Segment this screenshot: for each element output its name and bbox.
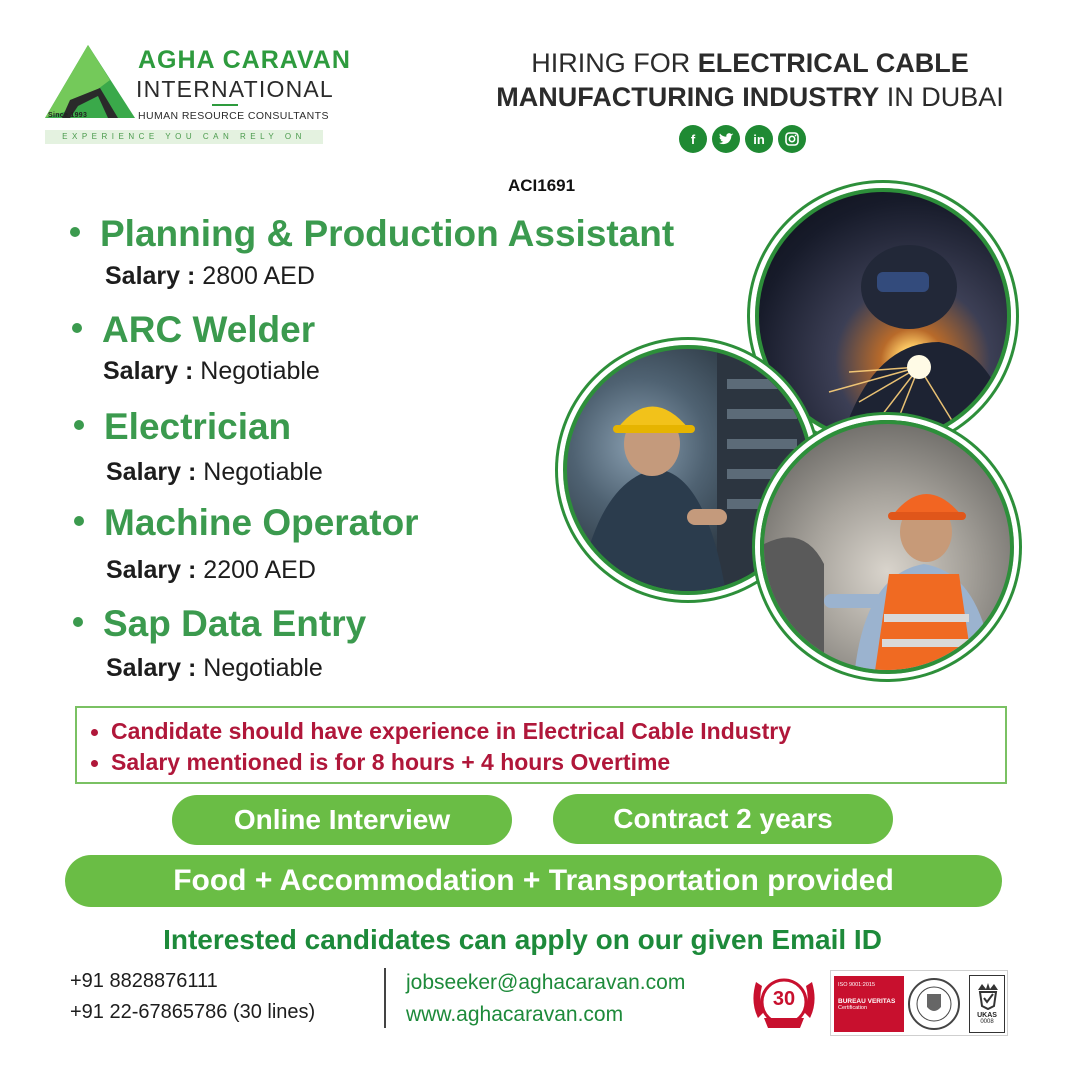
ukas-crown-icon [976, 980, 1000, 1010]
salary-label: Salary : [106, 556, 197, 584]
bureau-veritas-block [834, 976, 904, 1032]
salary-value: Negotiable [203, 458, 323, 486]
job-salary [105, 262, 315, 291]
bullet-icon [72, 323, 82, 333]
facebook-icon[interactable]: f [679, 125, 707, 153]
job-salary [103, 357, 320, 386]
logo-subname: INTERNATIONAL [136, 76, 334, 102]
salary-value: 2800 AED [202, 262, 315, 290]
salary-label: Salary : [106, 458, 197, 486]
job-title-machine-operator [74, 502, 419, 544]
job-salary [106, 458, 323, 487]
job-title-arc-welder [72, 309, 315, 351]
salary-value: Negotiable [203, 654, 323, 682]
iso-certification-badge [830, 970, 1008, 1036]
bullet-icon [74, 420, 84, 430]
social-links [679, 125, 806, 153]
ukas-label: UKAS [977, 1012, 997, 1019]
iso-code: ISO 9001:2015 [838, 982, 876, 988]
job-title-planning-assistant [70, 213, 674, 255]
iso-type: Certification [838, 1005, 868, 1011]
benefits-badge: Food + Accommodation + Transportation provided [65, 855, 1002, 907]
anniversary-badge [750, 972, 818, 1034]
job-title-text: Machine Operator [104, 502, 419, 543]
anniversary-number: 30 [772, 988, 796, 1010]
apply-call-to-action: Interested candidates can apply on our given Email ID [163, 924, 882, 955]
logo-divider [212, 104, 238, 106]
job-salary [106, 654, 323, 683]
logo-division: HUMAN RESOURCE CONSULTANTS [138, 110, 329, 122]
hiring-industry-1: ELECTRICAL CABLE [697, 48, 969, 78]
logo-triangle-icon [40, 40, 140, 140]
ukas-number: 0008 [980, 1019, 994, 1025]
company-logo [40, 40, 351, 150]
hiring-location: IN DUBAI [879, 82, 1004, 112]
website-link[interactable]: www.aghacaravan.com [406, 1003, 624, 1026]
twitter-icon[interactable] [712, 125, 740, 153]
job-salary [106, 556, 316, 585]
bullet-icon [70, 227, 80, 237]
hiring-prefix: HIRING FOR [531, 48, 698, 78]
job-title-text: ARC Welder [102, 309, 316, 350]
online-interview-badge: Online Interview [172, 795, 512, 845]
ukas-badge [969, 975, 1005, 1033]
instagram-icon[interactable] [778, 125, 806, 153]
phone-number-1[interactable]: +91 8828876111 [70, 970, 218, 992]
note-experience: Candidate should have experience in Electrical Cable Industry [111, 716, 1005, 747]
salary-label: Salary : [103, 357, 194, 385]
note-overtime: Salary mentioned is for 8 hours + 4 hours Overtime [111, 747, 1005, 778]
hiring-headline [440, 46, 1060, 114]
salary-value: 2200 AED [203, 556, 316, 584]
job-title-sap-data-entry [73, 603, 366, 645]
bullet-icon [73, 617, 83, 627]
hiring-industry-2: MANUFACTURING INDUSTRY [496, 82, 880, 112]
job-title-electrician [74, 406, 291, 448]
bureau-veritas-seal-icon [907, 977, 961, 1031]
email-link[interactable]: jobseeker@aghacaravan.com [406, 971, 686, 994]
salary-label: Salary : [106, 654, 197, 682]
logo-tagline: EXPERIENCE YOU CAN RELY ON [45, 130, 323, 144]
iso-body: BUREAU VERITAS [838, 998, 896, 1005]
job-title-text: Sap Data Entry [103, 603, 367, 644]
machine-operator-photo [760, 420, 1014, 674]
salary-value: Negotiable [200, 357, 320, 385]
contact-divider [384, 968, 386, 1028]
logo-since: Since 1993 [48, 112, 88, 119]
salary-label: Salary : [105, 262, 196, 290]
job-title-text: Planning & Production Assistant [100, 213, 675, 254]
reference-code: ACI1691 [508, 176, 576, 195]
logo-name: AGHA CARAVAN [138, 46, 351, 74]
requirements-box [75, 706, 1007, 784]
bullet-icon [74, 516, 84, 526]
job-title-text: Electrician [104, 406, 292, 447]
linkedin-icon[interactable]: in [745, 125, 773, 153]
phone-number-2[interactable]: +91 22-67865786 (30 lines) [70, 1001, 316, 1023]
contract-badge: Contract 2 years [553, 794, 893, 844]
